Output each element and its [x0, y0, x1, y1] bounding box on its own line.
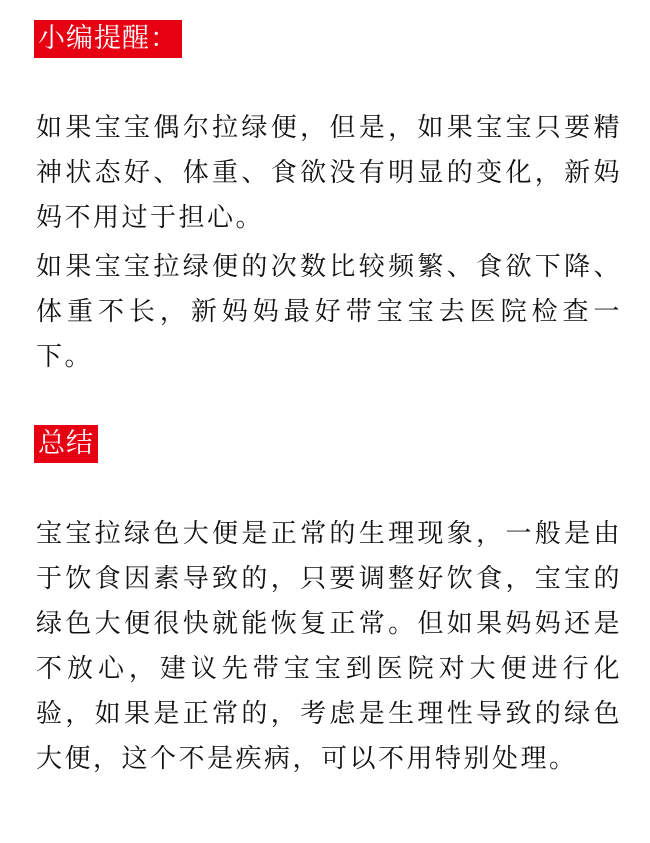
- tip-paragraph-1: 如果宝宝偶尔拉绿便，但是，如果宝宝只要精神状态好、体重、食欲没有明显的变化，新妈妈不用过于担心。: [36, 113, 622, 233]
- summary-paragraph: 宝宝拉绿色大便是正常的生理现象，一般是由于饮食因素导致的，只要调整好饮食，宝宝的绿色大便很快就能恢复正常。但如果妈妈还是不放心，建议先带宝宝到医院对大便进行化验，如果是正常的，考虑是生理性导致的绿色大便，这个不是疾病，可以不用特别处理。: [36, 519, 622, 774]
- tip-heading-tag: 小编提醒：: [34, 20, 182, 58]
- tip-paragraph-2: 如果宝宝拉绿便的次数比较频繁、食欲下降、体重不长，新妈妈最好带宝宝去医院检查一下。: [36, 252, 622, 372]
- summary-heading-tag: 总结: [34, 425, 98, 463]
